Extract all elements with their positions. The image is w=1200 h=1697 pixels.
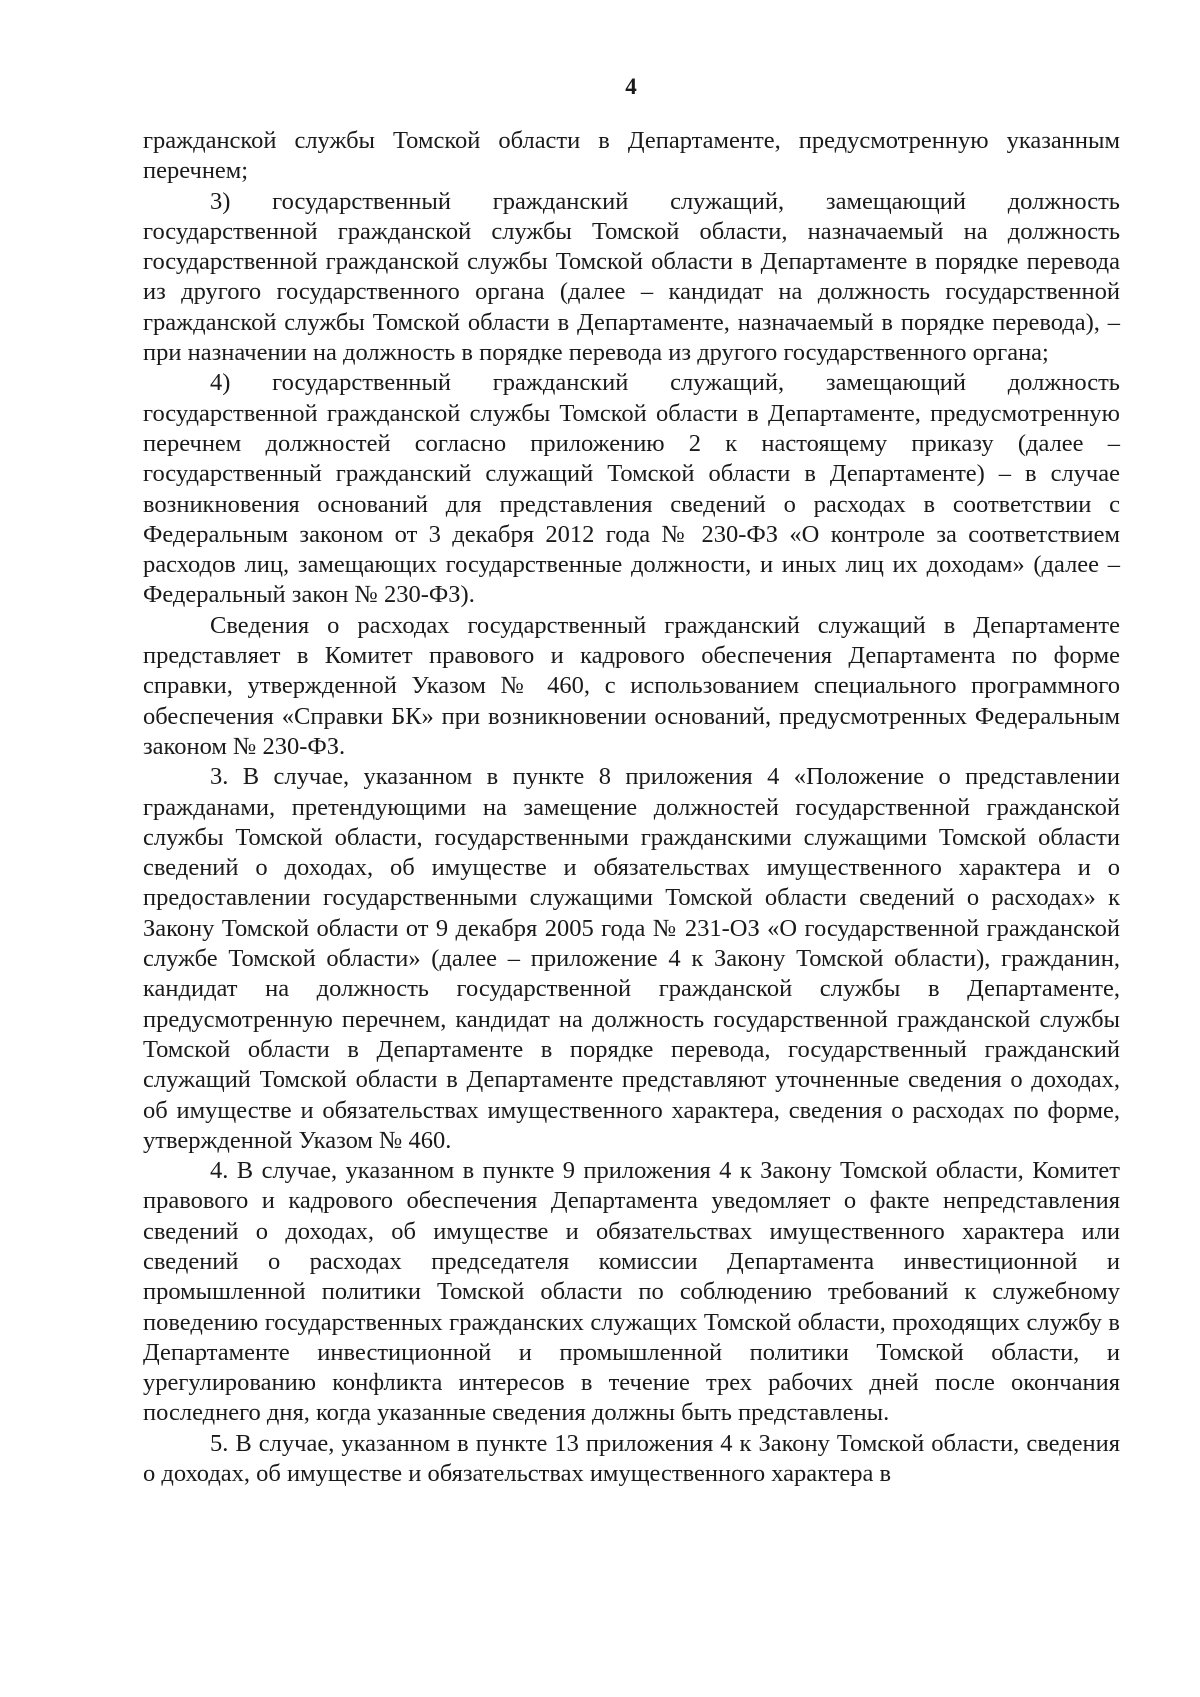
paragraph-clause-4: 4. В случае, указанном в пункте 9 приложения 4 к Закону Томской области, Комитет правового и кадрового обеспечения Департамента уведомляет о факте непредставления сведений о доходах, об имуществе и обязательствах имущественного характера или сведений о расходах председателя комиссии Департамента инвестиционной и промышленной политики Томской области по соблюдению требований к служебному поведению государственных гражданских служащих Томской области, проходящих службу в Департаменте инвестиционной и промышленной политики Томской области, и урегулированию конфликта интересов в течение трех рабочих дней после окончания последнего дня, когда указанные сведения должны быть представлены.	[143, 1157, 1120, 1427]
paragraph-item-3: 3) государственный гражданский служащий, замещающий должность государственной гражданской службы Томской области, назначаемый на должность государственной гражданской службы Томской области в Департаменте в порядке перевода из другого государственного органа (далее – кандидат на должность государственной гражданской службы Томской области в Департаменте, назначаемый в порядке перевода), – при назначении на должность в порядке перевода из другого государственного органа;	[143, 187, 1120, 367]
paragraph-continuation: гражданской службы Томской области в Департаменте, предусмотренную указанным перечнем;	[143, 127, 1120, 185]
paragraph-expenses-info: Сведения о расходах государственный гражданский служащий в Департаменте представляет в Комитет правового и кадрового обеспечения Департамента по форме справки, утвержденной Указом № 460, с использованием специального программного обеспечения «Справки БК» при возникновении оснований, предусмотренных Федеральным законом № 230-ФЗ.	[143, 611, 1120, 760]
document-body	[143, 126, 1120, 1489]
paragraph-clause-3: 3. В случае, указанном в пункте 8 приложения 4 «Положение о представлении гражданами, претендующими на замещение должностей государственной гражданской службы Томской области, государственными гражданскими служащими Томской области сведений о доходах, об имуществе и обязательствах имущественного характера и о предоставлении государственными служащими Томской области сведений о расходах» к Закону Томской области от 9 декабря 2005 года № 231-ОЗ «О государственной гражданской службе Томской области» (далее – приложение 4 к Закону Томской области), гражданин, кандидат на должность государственной гражданской службы в Департаменте, предусмотренную перечнем, кандидат на должность государственной гражданской службы Томской области в Департаменте в порядке перевода, государственный гражданский служащий Томской области в Департаменте представляют уточненные сведения о доходах, об имуществе и обязательствах имущественного характера, сведения о расходах по форме, утвержденной Указом № 460.	[143, 763, 1120, 1154]
paragraph-clause-5: 5. В случае, указанном в пункте 13 приложения 4 к Закону Томской области, сведения о доходах, об имуществе и обязательствах имущественного характера в	[143, 1429, 1120, 1488]
page-number: 4	[625, 74, 637, 99]
paragraph-item-4: 4) государственный гражданский служащий, замещающий должность государственной гражданской службы Томской области в Департаменте, предусмотренную перечнем должностей согласно приложению 2 к настоящему приказу (далее – государственный гражданский служащий Томской области в Департаменте) – в случае возникновения оснований для представления сведений о расходах в соответствии с Федеральным законом от 3 декабря 2012 года № 230-ФЗ «О контроле за соответствием расходов лиц, замещающих государственные должности, и иных лиц их доходам» (далее – Федеральный закон № 230-ФЗ).	[143, 369, 1120, 609]
